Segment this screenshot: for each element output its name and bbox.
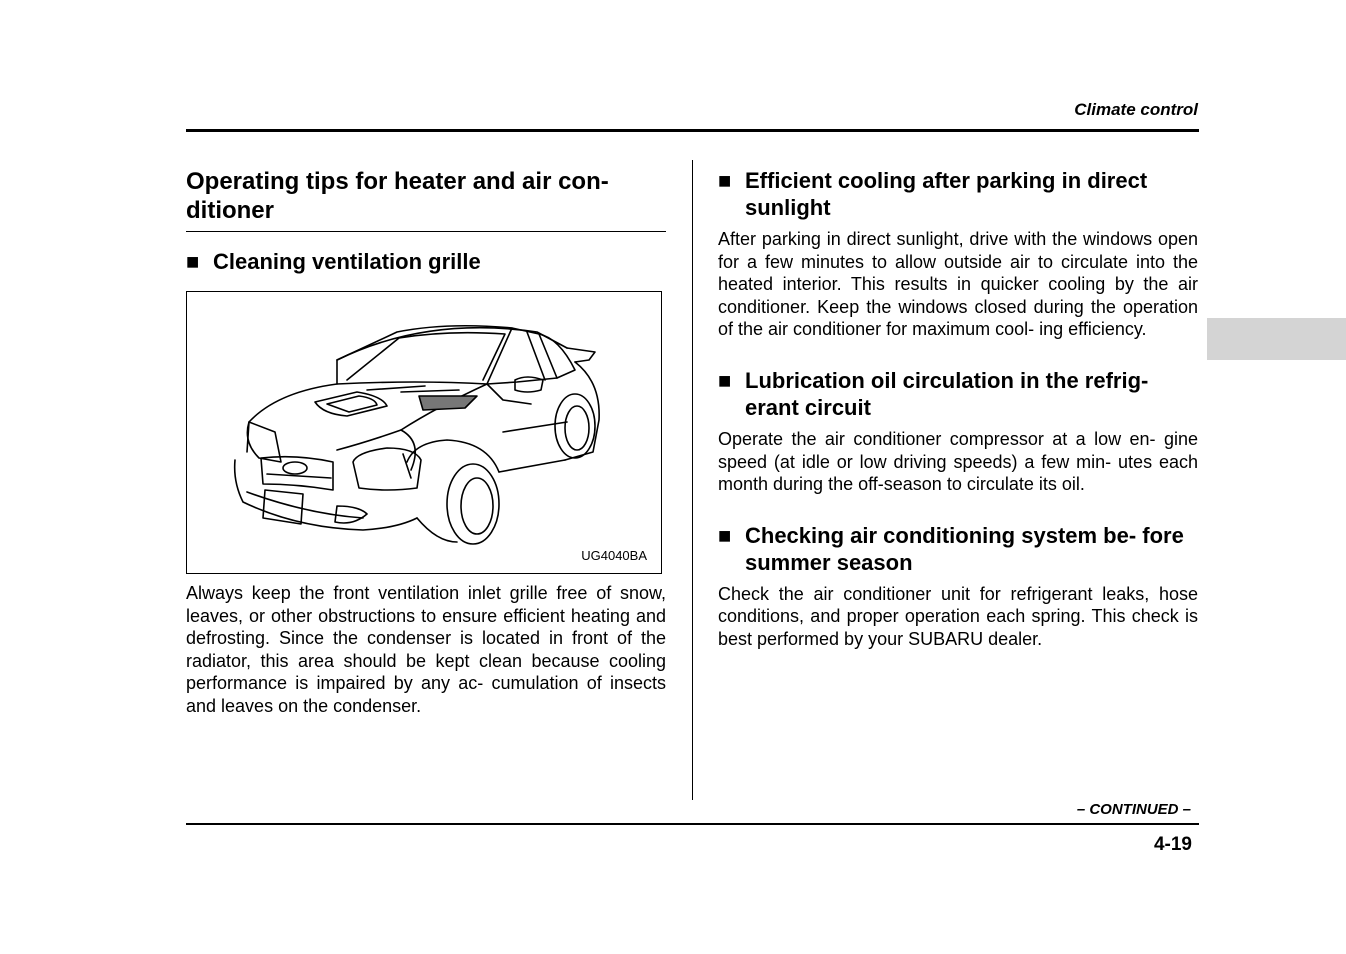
left-column bbox=[186, 167, 666, 718]
subheading-text: Efficient cooling after parking in direct sunlight bbox=[745, 168, 1148, 220]
subheading-text: Cleaning ventilation grille bbox=[213, 249, 481, 274]
subheading-lubrication-oil bbox=[718, 367, 1198, 421]
subheading-cleaning-grille bbox=[186, 248, 666, 275]
page-number: 4-19 bbox=[1153, 834, 1192, 855]
car-illustration-figure bbox=[186, 291, 662, 574]
subheading-text: Checking air conditioning system be- fore summer season bbox=[745, 522, 1184, 575]
efficient-cooling-body: After parking in direct sunlight, drive with the windows open for a few minutes to allow outside air to circulate into the heated interior. This results in quicker cooling by the air conditioner. Keep the windows closed during the operation of the air conditioner for maximum cool- ing efficiency. bbox=[718, 229, 1198, 340]
running-head: Climate control bbox=[1074, 100, 1198, 119]
section-title: Operating tips for heater and air con- ditioner bbox=[186, 167, 666, 232]
lubrication-oil-body: Operate the air conditioner compressor at a low en- gine speed (at idle or low driving speeds) a few min- utes each month during the off-season to circulate its oil. bbox=[718, 428, 1198, 495]
square-bullet-icon: ■ bbox=[718, 522, 732, 548]
figure-label: UG4040BA bbox=[581, 548, 647, 563]
car-illustration bbox=[187, 292, 661, 573]
square-bullet-icon: ■ bbox=[718, 367, 732, 393]
subheading-checking-ac bbox=[718, 522, 1198, 576]
column-divider bbox=[692, 160, 693, 800]
right-column bbox=[718, 167, 1198, 651]
chapter-tab bbox=[1207, 318, 1346, 360]
cleaning-grille-body: Always keep the front ventilation inlet grille free of snow, leaves, or other obstructions to ensure efficient heating and defrosting. Since the condenser is located in front of the radiator, this area should be kept clean because cooling performance is impaired by any ac- cumulation of insects and leaves on the condenser. bbox=[186, 583, 666, 716]
footer-rule bbox=[186, 823, 1199, 825]
continued-marker: – CONTINUED – bbox=[1076, 801, 1191, 818]
square-bullet-icon: ■ bbox=[718, 168, 732, 193]
subheading-text: Lubrication oil circulation in the refrig- erant circuit bbox=[745, 367, 1149, 420]
header-rule bbox=[186, 129, 1199, 132]
square-bullet-icon: ■ bbox=[186, 249, 200, 274]
subheading-efficient-cooling bbox=[718, 167, 1198, 221]
checking-ac-body: Check the air conditioner unit for refrigerant leaks, hose conditions, and proper operation each spring. This check is best performed by your SUBARU dealer. bbox=[718, 583, 1198, 649]
